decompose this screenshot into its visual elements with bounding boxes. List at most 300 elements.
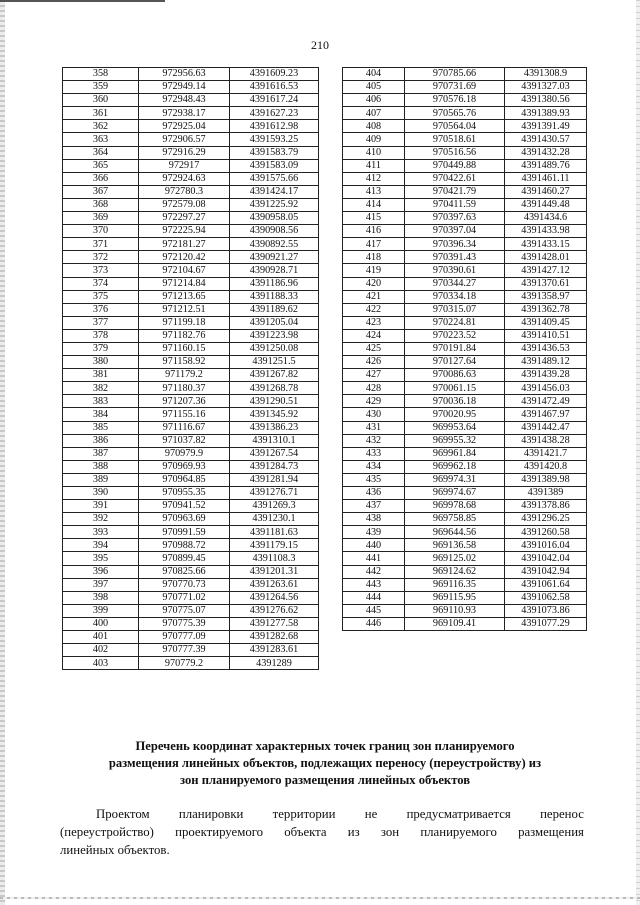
point-number-cell: 424 xyxy=(343,329,405,342)
point-number-cell: 418 xyxy=(343,251,405,264)
point-number-cell: 385 xyxy=(63,421,139,434)
point-number-cell: 435 xyxy=(343,473,405,486)
y-coordinate-cell: 4391609.23 xyxy=(230,68,319,81)
y-coordinate-cell: 4391410.51 xyxy=(505,329,587,342)
x-coordinate-cell: 971207.36 xyxy=(139,395,230,408)
x-coordinate-cell: 970421.79 xyxy=(405,185,505,198)
point-number-cell: 390 xyxy=(63,487,139,500)
y-coordinate-cell: 4391327.03 xyxy=(505,81,587,94)
point-number-cell: 381 xyxy=(63,369,139,382)
x-coordinate-cell: 971213.65 xyxy=(139,290,230,303)
table-row xyxy=(63,303,319,316)
y-coordinate-cell: 4391251.5 xyxy=(230,356,319,369)
paragraph-word: (переустройство) xyxy=(60,825,154,839)
point-number-cell: 359 xyxy=(63,81,139,94)
point-number-cell: 369 xyxy=(63,212,139,225)
x-coordinate-cell: 970777.09 xyxy=(139,631,230,644)
y-coordinate-cell: 4391281.94 xyxy=(230,473,319,486)
x-coordinate-cell: 970036.18 xyxy=(405,395,505,408)
point-number-cell: 427 xyxy=(343,369,405,382)
x-coordinate-cell: 970955.35 xyxy=(139,487,230,500)
point-number-cell: 395 xyxy=(63,552,139,565)
x-coordinate-cell: 972938.17 xyxy=(139,107,230,120)
x-coordinate-cell: 969644.56 xyxy=(405,526,505,539)
coordinates-table-right xyxy=(342,67,587,631)
table-row xyxy=(343,356,587,369)
table-row xyxy=(63,369,319,382)
point-number-cell: 399 xyxy=(63,604,139,617)
table-row xyxy=(63,329,319,342)
point-number-cell: 430 xyxy=(343,408,405,421)
point-number-cell: 386 xyxy=(63,434,139,447)
table-row xyxy=(343,565,587,578)
point-number-cell: 413 xyxy=(343,185,405,198)
y-coordinate-cell: 4391430.57 xyxy=(505,133,587,146)
table-row xyxy=(63,657,319,670)
table-row xyxy=(343,421,587,434)
table-row xyxy=(343,185,587,198)
table-row xyxy=(343,617,587,630)
table-row xyxy=(343,447,587,460)
table-row xyxy=(63,342,319,355)
point-number-cell: 422 xyxy=(343,303,405,316)
table-row xyxy=(63,591,319,604)
paragraph-word: планировки xyxy=(178,807,244,821)
x-coordinate-cell: 970775.07 xyxy=(139,604,230,617)
y-coordinate-cell: 4391583.79 xyxy=(230,146,319,159)
x-coordinate-cell: 971180.37 xyxy=(139,382,230,395)
table-row xyxy=(343,94,587,107)
y-coordinate-cell: 4391181.63 xyxy=(230,526,319,539)
table-row xyxy=(63,513,319,526)
scan-border-bottom xyxy=(0,897,640,899)
x-coordinate-cell: 970391.43 xyxy=(405,251,505,264)
point-number-cell: 409 xyxy=(343,133,405,146)
point-number-cell: 377 xyxy=(63,316,139,329)
table-row xyxy=(63,264,319,277)
x-coordinate-cell: 970969.93 xyxy=(139,460,230,473)
point-number-cell: 432 xyxy=(343,434,405,447)
table-row xyxy=(343,277,587,290)
point-number-cell: 397 xyxy=(63,578,139,591)
point-number-cell: 444 xyxy=(343,591,405,604)
point-number-cell: 423 xyxy=(343,316,405,329)
y-coordinate-cell: 4391391.49 xyxy=(505,120,587,133)
point-number-cell: 403 xyxy=(63,657,139,670)
x-coordinate-cell: 970422.61 xyxy=(405,172,505,185)
table-row xyxy=(63,644,319,657)
y-coordinate-cell: 4391269.3 xyxy=(230,500,319,513)
point-number-cell: 384 xyxy=(63,408,139,421)
table-row xyxy=(343,238,587,251)
point-number-cell: 391 xyxy=(63,500,139,513)
table-row xyxy=(343,251,587,264)
table-row xyxy=(63,146,319,159)
point-number-cell: 429 xyxy=(343,395,405,408)
y-coordinate-cell: 4391186.96 xyxy=(230,277,319,290)
table-row xyxy=(63,133,319,146)
x-coordinate-cell: 972916.29 xyxy=(139,146,230,159)
scan-border-left xyxy=(0,0,5,905)
x-coordinate-cell: 970779.2 xyxy=(139,657,230,670)
point-number-cell: 428 xyxy=(343,382,405,395)
x-coordinate-cell: 971199.18 xyxy=(139,316,230,329)
table-row xyxy=(343,513,587,526)
x-coordinate-cell: 972925.04 xyxy=(139,120,230,133)
y-coordinate-cell: 4390892.55 xyxy=(230,238,319,251)
point-number-cell: 421 xyxy=(343,290,405,303)
point-number-cell: 439 xyxy=(343,526,405,539)
x-coordinate-cell: 972917 xyxy=(139,159,230,172)
y-coordinate-cell: 4391290.51 xyxy=(230,395,319,408)
table-row xyxy=(343,120,587,133)
y-coordinate-cell: 4391627.23 xyxy=(230,107,319,120)
table-row xyxy=(63,526,319,539)
y-coordinate-cell: 4391042.94 xyxy=(505,565,587,578)
y-coordinate-cell: 4391386.23 xyxy=(230,421,319,434)
point-number-cell: 374 xyxy=(63,277,139,290)
heading-line: зон планируемого размещения линейных объектов xyxy=(180,773,470,787)
point-number-cell: 425 xyxy=(343,342,405,355)
point-number-cell: 405 xyxy=(343,81,405,94)
point-number-cell: 446 xyxy=(343,617,405,630)
x-coordinate-cell: 970941.52 xyxy=(139,500,230,513)
y-coordinate-cell: 4390958.05 xyxy=(230,212,319,225)
y-coordinate-cell: 4391345.92 xyxy=(230,408,319,421)
point-number-cell: 365 xyxy=(63,159,139,172)
point-number-cell: 368 xyxy=(63,198,139,211)
x-coordinate-cell: 970988.72 xyxy=(139,539,230,552)
x-coordinate-cell: 970397.04 xyxy=(405,225,505,238)
y-coordinate-cell: 4391108.3 xyxy=(230,552,319,565)
point-number-cell: 363 xyxy=(63,133,139,146)
y-coordinate-cell: 4391449.48 xyxy=(505,198,587,211)
y-coordinate-cell: 4391424.17 xyxy=(230,185,319,198)
point-number-cell: 410 xyxy=(343,146,405,159)
x-coordinate-cell: 972780.3 xyxy=(139,185,230,198)
point-number-cell: 402 xyxy=(63,644,139,657)
point-number-cell: 387 xyxy=(63,447,139,460)
x-coordinate-cell: 970825.66 xyxy=(139,565,230,578)
x-coordinate-cell: 970899.45 xyxy=(139,552,230,565)
point-number-cell: 414 xyxy=(343,198,405,211)
y-coordinate-cell: 4391420.8 xyxy=(505,460,587,473)
table-row xyxy=(63,356,319,369)
point-number-cell: 433 xyxy=(343,447,405,460)
paragraph-word: Проектом xyxy=(96,807,150,821)
x-coordinate-cell: 969961.84 xyxy=(405,447,505,460)
x-coordinate-cell: 970449.88 xyxy=(405,159,505,172)
point-number-cell: 417 xyxy=(343,238,405,251)
table-row xyxy=(63,107,319,120)
table-row xyxy=(63,578,319,591)
table-row xyxy=(63,631,319,644)
x-coordinate-cell: 969115.95 xyxy=(405,591,505,604)
x-coordinate-cell: 972924.63 xyxy=(139,172,230,185)
y-coordinate-cell: 4391042.04 xyxy=(505,552,587,565)
point-number-cell: 401 xyxy=(63,631,139,644)
x-coordinate-cell: 970315.07 xyxy=(405,303,505,316)
paragraph-word: предусматривается xyxy=(406,807,511,821)
paragraph-word: зон xyxy=(380,825,400,839)
heading-line: размещения линейных объектов, подлежащих переносу (переустройству) из xyxy=(108,756,542,770)
point-number-cell: 358 xyxy=(63,68,139,81)
table-row xyxy=(343,133,587,146)
y-coordinate-cell: 4391225.92 xyxy=(230,198,319,211)
point-number-cell: 437 xyxy=(343,500,405,513)
page-number: 210 xyxy=(311,38,329,52)
table-row xyxy=(63,212,319,225)
x-coordinate-cell: 971182.76 xyxy=(139,329,230,342)
paragraph-word: из xyxy=(347,825,360,839)
x-coordinate-cell: 970771.02 xyxy=(139,591,230,604)
x-coordinate-cell: 970127.64 xyxy=(405,356,505,369)
y-coordinate-cell: 4391073.86 xyxy=(505,604,587,617)
x-coordinate-cell: 972906.57 xyxy=(139,133,230,146)
y-coordinate-cell: 4391432.28 xyxy=(505,146,587,159)
x-coordinate-cell: 972297.27 xyxy=(139,212,230,225)
y-coordinate-cell: 4391188.33 xyxy=(230,290,319,303)
table-row xyxy=(343,591,587,604)
x-coordinate-cell: 969110.93 xyxy=(405,604,505,617)
point-number-cell: 375 xyxy=(63,290,139,303)
y-coordinate-cell: 4391201.31 xyxy=(230,565,319,578)
x-coordinate-cell: 971214.84 xyxy=(139,277,230,290)
x-coordinate-cell: 969978.68 xyxy=(405,500,505,513)
y-coordinate-cell: 4391389.93 xyxy=(505,107,587,120)
table-row xyxy=(343,316,587,329)
x-coordinate-cell: 970061.15 xyxy=(405,382,505,395)
x-coordinate-cell: 971158.92 xyxy=(139,356,230,369)
point-number-cell: 426 xyxy=(343,356,405,369)
point-number-cell: 407 xyxy=(343,107,405,120)
x-coordinate-cell: 970516.56 xyxy=(405,146,505,159)
y-coordinate-cell: 4391282.68 xyxy=(230,631,319,644)
point-number-cell: 438 xyxy=(343,513,405,526)
point-number-cell: 416 xyxy=(343,225,405,238)
x-coordinate-cell: 972120.42 xyxy=(139,251,230,264)
table-row xyxy=(343,460,587,473)
x-coordinate-cell: 970731.69 xyxy=(405,81,505,94)
y-coordinate-cell: 4391260.58 xyxy=(505,526,587,539)
table-row xyxy=(63,251,319,264)
y-coordinate-cell: 4391428.01 xyxy=(505,251,587,264)
x-coordinate-cell: 972956.63 xyxy=(139,68,230,81)
table-row xyxy=(63,539,319,552)
x-coordinate-cell: 970564.04 xyxy=(405,120,505,133)
table-row xyxy=(343,303,587,316)
point-number-cell: 406 xyxy=(343,94,405,107)
table-row xyxy=(63,159,319,172)
x-coordinate-cell: 972225.94 xyxy=(139,225,230,238)
table-row xyxy=(343,434,587,447)
table-row xyxy=(63,395,319,408)
y-coordinate-cell: 4391310.1 xyxy=(230,434,319,447)
point-number-cell: 396 xyxy=(63,565,139,578)
y-coordinate-cell: 4391205.04 xyxy=(230,316,319,329)
x-coordinate-cell: 970224.81 xyxy=(405,316,505,329)
x-coordinate-cell: 970979.9 xyxy=(139,447,230,460)
y-coordinate-cell: 4391267.54 xyxy=(230,447,319,460)
point-number-cell: 379 xyxy=(63,342,139,355)
point-number-cell: 420 xyxy=(343,277,405,290)
y-coordinate-cell: 4391289 xyxy=(230,657,319,670)
paragraph-word: планируемого xyxy=(420,825,497,839)
paragraph-word: не xyxy=(364,807,378,821)
point-number-cell: 442 xyxy=(343,565,405,578)
table-row xyxy=(63,81,319,94)
table-row xyxy=(63,120,319,133)
x-coordinate-cell: 970777.39 xyxy=(139,644,230,657)
x-coordinate-cell: 970964.85 xyxy=(139,473,230,486)
paragraph-line xyxy=(60,805,584,823)
y-coordinate-cell: 4391370.61 xyxy=(505,277,587,290)
table-row xyxy=(343,500,587,513)
x-coordinate-cell: 971037.82 xyxy=(139,434,230,447)
y-coordinate-cell: 4391276.71 xyxy=(230,487,319,500)
y-coordinate-cell: 4391575.66 xyxy=(230,172,319,185)
y-coordinate-cell: 4391296.25 xyxy=(505,513,587,526)
table-row xyxy=(343,107,587,120)
point-number-cell: 434 xyxy=(343,460,405,473)
y-coordinate-cell: 4391489.76 xyxy=(505,159,587,172)
table-row xyxy=(343,212,587,225)
point-number-cell: 372 xyxy=(63,251,139,264)
y-coordinate-cell: 4391472.49 xyxy=(505,395,587,408)
x-coordinate-cell: 970334.18 xyxy=(405,290,505,303)
x-coordinate-cell: 971155.16 xyxy=(139,408,230,421)
y-coordinate-cell: 4391263.61 xyxy=(230,578,319,591)
y-coordinate-cell: 4391267.82 xyxy=(230,369,319,382)
table-row xyxy=(343,578,587,591)
x-coordinate-cell: 970086.63 xyxy=(405,369,505,382)
x-coordinate-cell: 969109.41 xyxy=(405,617,505,630)
y-coordinate-cell: 4391308.9 xyxy=(505,68,587,81)
y-coordinate-cell: 4391362.78 xyxy=(505,303,587,316)
point-number-cell: 431 xyxy=(343,421,405,434)
point-number-cell: 415 xyxy=(343,212,405,225)
x-coordinate-cell: 970576.18 xyxy=(405,94,505,107)
table-row xyxy=(343,487,587,500)
y-coordinate-cell: 4391230.1 xyxy=(230,513,319,526)
table-row xyxy=(63,225,319,238)
x-coordinate-cell: 969955.32 xyxy=(405,434,505,447)
point-number-cell: 408 xyxy=(343,120,405,133)
x-coordinate-cell: 971160.15 xyxy=(139,342,230,355)
table-row xyxy=(343,68,587,81)
heading-line: Перечень координат характерных точек границ зон планируемого xyxy=(135,739,515,753)
table-row xyxy=(343,369,587,382)
point-number-cell: 364 xyxy=(63,146,139,159)
point-number-cell: 362 xyxy=(63,120,139,133)
point-number-cell: 436 xyxy=(343,487,405,500)
x-coordinate-cell: 969125.02 xyxy=(405,552,505,565)
table-row xyxy=(63,460,319,473)
y-coordinate-cell: 4391456.03 xyxy=(505,382,587,395)
y-coordinate-cell: 4391409.45 xyxy=(505,316,587,329)
table-row xyxy=(63,382,319,395)
point-number-cell: 383 xyxy=(63,395,139,408)
table-row xyxy=(343,81,587,94)
point-number-cell: 378 xyxy=(63,329,139,342)
point-number-cell: 382 xyxy=(63,382,139,395)
y-coordinate-cell: 4390908.56 xyxy=(230,225,319,238)
x-coordinate-cell: 970396.34 xyxy=(405,238,505,251)
y-coordinate-cell: 4391436.53 xyxy=(505,342,587,355)
table-row xyxy=(343,264,587,277)
table-row xyxy=(63,473,319,486)
section-heading xyxy=(60,738,590,789)
y-coordinate-cell: 4391380.56 xyxy=(505,94,587,107)
paragraph-word: перенос xyxy=(540,807,584,821)
point-number-cell: 392 xyxy=(63,513,139,526)
point-number-cell: 366 xyxy=(63,172,139,185)
table-row xyxy=(343,604,587,617)
y-coordinate-cell: 4391179.15 xyxy=(230,539,319,552)
x-coordinate-cell: 969974.31 xyxy=(405,473,505,486)
point-number-cell: 380 xyxy=(63,356,139,369)
table-row xyxy=(63,185,319,198)
x-coordinate-cell: 969136.58 xyxy=(405,539,505,552)
table-row xyxy=(63,565,319,578)
x-coordinate-cell: 969953.64 xyxy=(405,421,505,434)
x-coordinate-cell: 969116.35 xyxy=(405,578,505,591)
x-coordinate-cell: 970991.59 xyxy=(139,526,230,539)
point-number-cell: 389 xyxy=(63,473,139,486)
table-row xyxy=(63,68,319,81)
x-coordinate-cell: 972579.08 xyxy=(139,198,230,211)
body-paragraph xyxy=(60,805,584,859)
x-coordinate-cell: 970223.52 xyxy=(405,329,505,342)
table-row xyxy=(63,434,319,447)
y-coordinate-cell: 4391427.12 xyxy=(505,264,587,277)
point-number-cell: 361 xyxy=(63,107,139,120)
x-coordinate-cell: 969124.62 xyxy=(405,565,505,578)
point-number-cell: 400 xyxy=(63,617,139,630)
x-coordinate-cell: 971212.51 xyxy=(139,303,230,316)
paragraph-word: территории xyxy=(272,807,336,821)
table-row xyxy=(63,94,319,107)
x-coordinate-cell: 969974.67 xyxy=(405,487,505,500)
table-row xyxy=(343,172,587,185)
y-coordinate-cell: 4390928.71 xyxy=(230,264,319,277)
x-coordinate-cell: 970963.69 xyxy=(139,513,230,526)
x-coordinate-cell: 969758.85 xyxy=(405,513,505,526)
x-coordinate-cell: 970397.63 xyxy=(405,212,505,225)
y-coordinate-cell: 4391439.28 xyxy=(505,369,587,382)
table-row xyxy=(343,552,587,565)
paragraph-line: линейных объектов. xyxy=(60,843,170,857)
point-number-cell: 398 xyxy=(63,591,139,604)
point-number-cell: 412 xyxy=(343,172,405,185)
x-coordinate-cell: 972948.43 xyxy=(139,94,230,107)
table-row xyxy=(63,447,319,460)
table-row xyxy=(63,408,319,421)
y-coordinate-cell: 4391264.56 xyxy=(230,591,319,604)
y-coordinate-cell: 4391016.04 xyxy=(505,539,587,552)
y-coordinate-cell: 4391617.24 xyxy=(230,94,319,107)
point-number-cell: 419 xyxy=(343,264,405,277)
y-coordinate-cell: 4391467.97 xyxy=(505,408,587,421)
coordinates-table-left xyxy=(62,67,319,670)
table-row xyxy=(343,382,587,395)
y-coordinate-cell: 4391461.11 xyxy=(505,172,587,185)
table-row xyxy=(343,342,587,355)
paragraph-line xyxy=(60,823,584,841)
point-number-cell: 367 xyxy=(63,185,139,198)
y-coordinate-cell: 4391389 xyxy=(505,487,587,500)
table-row xyxy=(63,290,319,303)
